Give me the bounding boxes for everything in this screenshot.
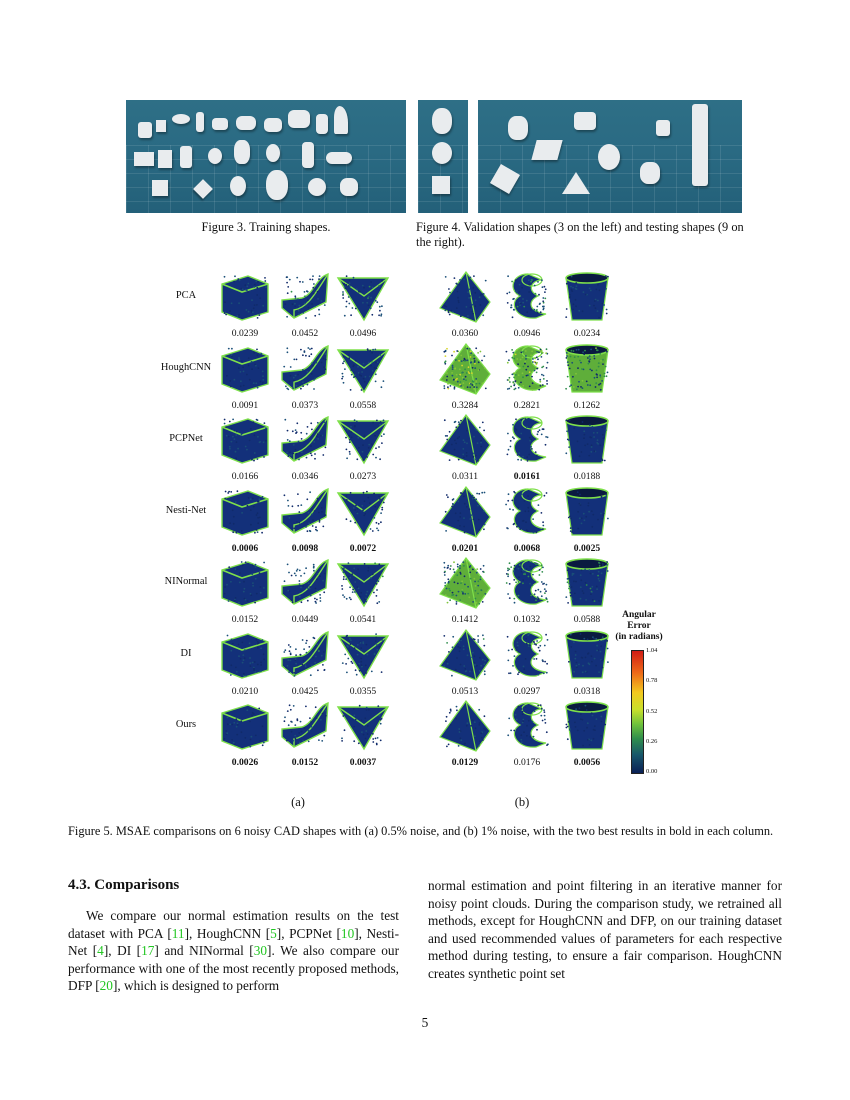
pyramid-icon [436,626,494,684]
spiral-tube-icon [498,483,556,541]
cube-icon [216,697,274,755]
curved-ramp-icon [276,554,334,612]
citation-link[interactable]: 10 [340,925,355,941]
colorbar-tick: 0.52 [646,708,658,715]
msae-value: 0.0273 [349,471,377,482]
msae-value: 0.0068 [513,542,541,554]
bucket-icon [558,268,616,326]
page-number: 5 [421,1015,429,1030]
left-column-text: We compare our normal estimation results on the test dataset with PCA [11], HoughCNN [5], PCPNet [10], Nesti-Net [4], DI [17] and NINormal [30]. We also compare our performance with one of the most recently proposed methods, DFP [20], which is designed to perform [68,908,400,994]
colorbar-tick: 0.00 [646,768,658,775]
figure4-caption: Figure 4. Validation shapes (3 on the left) and testing shapes (9 on the right). [416,220,744,249]
spiral-tube-icon [498,411,556,469]
citation-link[interactable]: 17 [141,943,155,959]
msae-value: 0.0360 [451,328,479,339]
pyramid-icon [436,340,494,398]
msae-value: 0.0188 [573,471,601,482]
spiral-tube-icon [498,697,556,755]
msae-value: 0.0234 [573,328,601,339]
method-label: NINormal [164,576,208,587]
cube-icon [216,268,274,326]
citation-link[interactable]: 11 [171,925,185,941]
msae-value: 0.1032 [513,614,541,625]
msae-value: 0.0588 [573,614,601,625]
colorbar-tick: 0.78 [646,677,658,684]
citation-link[interactable]: 20 [99,978,113,994]
spiral-tube-icon [498,626,556,684]
msae-value: 0.0297 [513,685,541,697]
msae-value: 0.0239 [231,328,259,339]
msae-value: 0.0558 [349,399,377,411]
msae-value: 0.0098 [291,542,319,554]
cube-icon [216,340,274,398]
panel-b-label: (b) [514,795,530,809]
curved-ramp-icon [276,626,334,684]
pyramid-icon [436,697,494,755]
msae-value: 0.0541 [349,614,377,625]
figure5-caption: Figure 5. MSAE comparisons on 6 noisy CAD shapes with (a) 0.5% noise, and (b) 1% noise, with the two best results in bold in each column. [68,824,774,838]
spiral-tube-icon [498,340,556,398]
msae-value: 0.0166 [231,471,259,482]
colorbar-gradient [631,650,644,774]
msae-value: 0.0072 [349,542,377,554]
tetra-down-icon [334,626,392,684]
bucket-icon [558,340,616,398]
msae-value: 0.0496 [349,328,377,339]
msae-value: 0.2821 [513,399,541,411]
msae-value: 0.0129 [451,757,479,768]
cube-icon [216,554,274,612]
method-label: Nesti-Net [165,504,207,516]
figure3-caption: Figure 3. Training shapes. [201,220,331,234]
msae-value: 0.0318 [573,685,601,697]
colorbar-tick: 1.04 [646,647,658,654]
msae-value: 0.0091 [231,399,259,411]
msae-value: 0.1412 [451,614,479,625]
spiral-tube-icon [498,554,556,612]
cube-icon [216,626,274,684]
msae-value: 0.0056 [573,757,601,768]
panel-a-label: (a) [291,795,305,809]
citation-link[interactable]: 30 [253,943,268,959]
citation-link[interactable]: 4 [97,943,104,959]
msae-value: 0.3284 [451,399,479,411]
tetra-down-icon [334,268,392,326]
colorbar-title-2: Error [627,621,651,631]
pyramid-icon [436,483,494,541]
msae-value: 0.0152 [231,614,259,625]
msae-value: 0.0355 [349,685,377,697]
tetra-down-icon [334,340,392,398]
msae-value: 0.0025 [573,542,601,554]
method-label: DI [180,647,192,659]
colorbar-title-1: Angular [622,610,656,620]
bucket-icon [558,411,616,469]
tetra-down-icon [334,411,392,469]
msae-value: 0.0513 [451,685,479,697]
msae-value: 0.0210 [231,685,259,697]
pyramid-icon [436,268,494,326]
right-column-text: normal estimation and point filtering in an iterative manner for noisy point clouds. During the comparison study, we retrained all methods, except for HoughCNN and DFP, on our training dataset and used recommended values of parameters for each respective method during testing, to ensure a fair comparison. HoughCNN creates synthetic point set [428,878,782,981]
colorbar-legend [606,610,672,780]
colorbar-tick: 0.26 [646,738,658,745]
msae-value: 0.0152 [291,757,319,768]
msae-value: 0.0946 [513,328,541,339]
method-label: Ours [175,719,197,730]
curved-ramp-icon [276,411,334,469]
msae-value: 0.0037 [349,757,377,768]
msae-value: 0.0006 [231,542,259,554]
citation-link[interactable]: 5 [270,925,277,941]
msae-value: 0.0346 [291,471,319,482]
msae-value: 0.0373 [291,399,319,411]
tetra-down-icon [334,697,392,755]
curved-ramp-icon [276,268,334,326]
msae-value: 0.1262 [573,399,601,411]
method-label: PCPNet [169,433,203,444]
msae-value: 0.0026 [231,757,259,768]
bucket-icon [558,554,616,612]
bucket-icon [558,483,616,541]
tetra-down-icon [334,483,392,541]
pyramid-icon [436,554,494,612]
section-heading: 4.3. Comparisons [68,877,180,893]
msae-value: 0.0176 [513,757,541,768]
method-label: HoughCNN [160,361,212,373]
curved-ramp-icon [276,483,334,541]
method-label: PCA [175,290,197,301]
spiral-tube-icon [498,268,556,326]
curved-ramp-icon [276,340,334,398]
cube-icon [216,411,274,469]
colorbar-title-3: (in radians) [615,632,663,642]
msae-value: 0.0452 [291,328,319,339]
msae-value: 0.0425 [291,685,319,697]
cube-icon [216,483,274,541]
msae-value: 0.0201 [451,542,479,554]
msae-value: 0.0161 [513,471,541,482]
tetra-down-icon [334,554,392,612]
pyramid-icon [436,411,494,469]
msae-value: 0.0311 [451,471,479,482]
msae-value: 0.0449 [291,614,319,625]
curved-ramp-icon [276,697,334,755]
